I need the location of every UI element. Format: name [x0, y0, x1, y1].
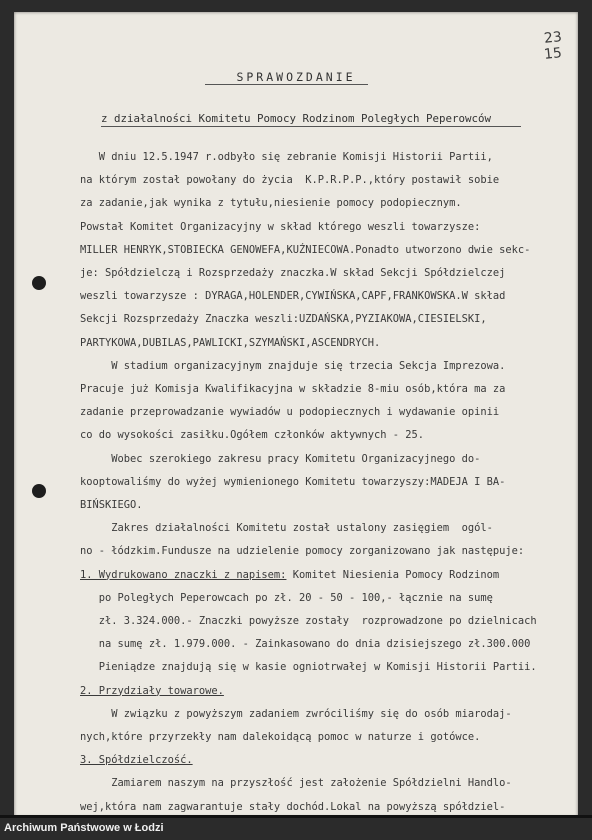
text-line: W dniu 12.5.1947 r.odbyło się zebranie Komisji Historii Partii, — [80, 151, 493, 163]
text-line: je: Spółdzielczą i Rozsprzedaży znaczka.W skład Sekcji Spółdzielczej — [80, 267, 506, 280]
text-line: 1. Wydrukowano znaczki z napisem: Komitet Niesienia Pomocy Rodzinom — [80, 568, 500, 581]
archive-label: Archiwum Państwowe w Łodzi — [4, 822, 164, 834]
text-line: MILLER HENRYK,STOBIECKA GENOWEFA,KUŹNIECOWA.Ponadto utworzono dwie sekc- — [80, 243, 531, 256]
archive-footer — [0, 818, 592, 840]
report-body — [80, 146, 578, 817]
text-line: zł. 3.324.000.- Znaczki powyższe zostały rozprowadzone po dzielnicach — [80, 615, 537, 628]
text-line: 3. Spółdzielczość. — [80, 754, 193, 767]
text-line: Zakres działalności Komitetu został ustalony zasięgiem ogól- — [80, 522, 493, 535]
text-line: kooptowaliśmy do wyżej wymienionego Komitetu towarzyszy:MADEJA I BA- — [80, 475, 506, 488]
document-subtitle: z działalności Komitetu Pomocy Rodzinom Poległych Peperowców — [100, 112, 492, 125]
text-line: po Poległych Peperowcach po zł. 20 - 50 - 100,- łącznie na sumę — [80, 591, 493, 604]
text-line: zadanie przeprowadzanie wywiadów u podopiecznych i wydawanie opinii — [80, 406, 500, 419]
text-line: 2. Przydziały towarowe. — [80, 684, 224, 697]
text-line: na którym został powołany do życia K.P.R.P.P.,który postawił sobie — [80, 174, 500, 187]
text-line: Pieniądze znajdują się w kasie ogniotrwałej w Komisji Historii Partii. — [80, 661, 537, 674]
text-line: W związku z powyższym zadaniem zwróciliśmy się do osób miarodaj- — [80, 707, 512, 720]
subtitle-underline — [101, 126, 521, 127]
text-line: Zamiarem naszym na przyszłość jest założenie Spółdzielni Handlo- — [80, 777, 512, 790]
document-title: SPRAWOZDANIE — [236, 70, 356, 84]
text-line: no - łódzkim.Fundusze na udzielenie pomocy zorganizowano jak następuje: — [80, 545, 525, 558]
punch-hole-top — [32, 276, 46, 290]
text-line: Powstał Komitet Organizacyjny w skład którego weszli towarzysze: — [80, 220, 481, 233]
text-line: W stadium organizacyjnym znajduje się trzecia Sekcja Imprezowa. — [80, 359, 506, 372]
text-line: wej,która nam zagwarantuje stały dochód.Lokal na powyższą spółdziel- — [80, 800, 506, 813]
text-line: nych,które przyrzekły nam dalekoidącą pomoc w naturze i gotówce. — [80, 731, 481, 744]
title-underline — [205, 84, 368, 85]
text-line: Pracuje już Komisja Kwalifikacyjna w składzie 8-miu osób,która ma za — [80, 383, 506, 396]
archive-number-top: 23 — [543, 29, 563, 47]
document-page — [14, 12, 578, 817]
archive-number-bottom: 15 — [543, 45, 563, 63]
text-line: BIŃSKIEGO. — [80, 499, 143, 512]
text-line: za zadanie,jak wynika z tytułu,niesienie pomocy podopiecznym. — [80, 197, 462, 210]
text-line: co do wysokości zasiłku.Ogółem członków aktywnych - 25. — [80, 429, 425, 442]
text-line: weszli towarzysze : DYRAGA,HOLENDER,CYWIŃSKA,CAPF,FRANKOWSKA.W skład — [80, 290, 506, 303]
punch-hole-bottom — [32, 484, 46, 498]
text-line: Sekcji Rozsprzedaży Znaczka weszli:UZDAŃSKA,PYZIAKOWA,CIESIELSKI, — [80, 313, 487, 326]
text-line: PARTYKOWA,DUBILAS,PAWLICKI,SZYMAŃSKI,ASCENDRYCH. — [80, 336, 381, 349]
text-line: Wobec szerokiego zakresu pracy Komitetu Organizacyjnego do- — [80, 452, 481, 465]
text-line: na sumę zł. 1.979.000. - Zainkasowano do dnia dzisiejszego zł.300.000 — [80, 638, 531, 651]
